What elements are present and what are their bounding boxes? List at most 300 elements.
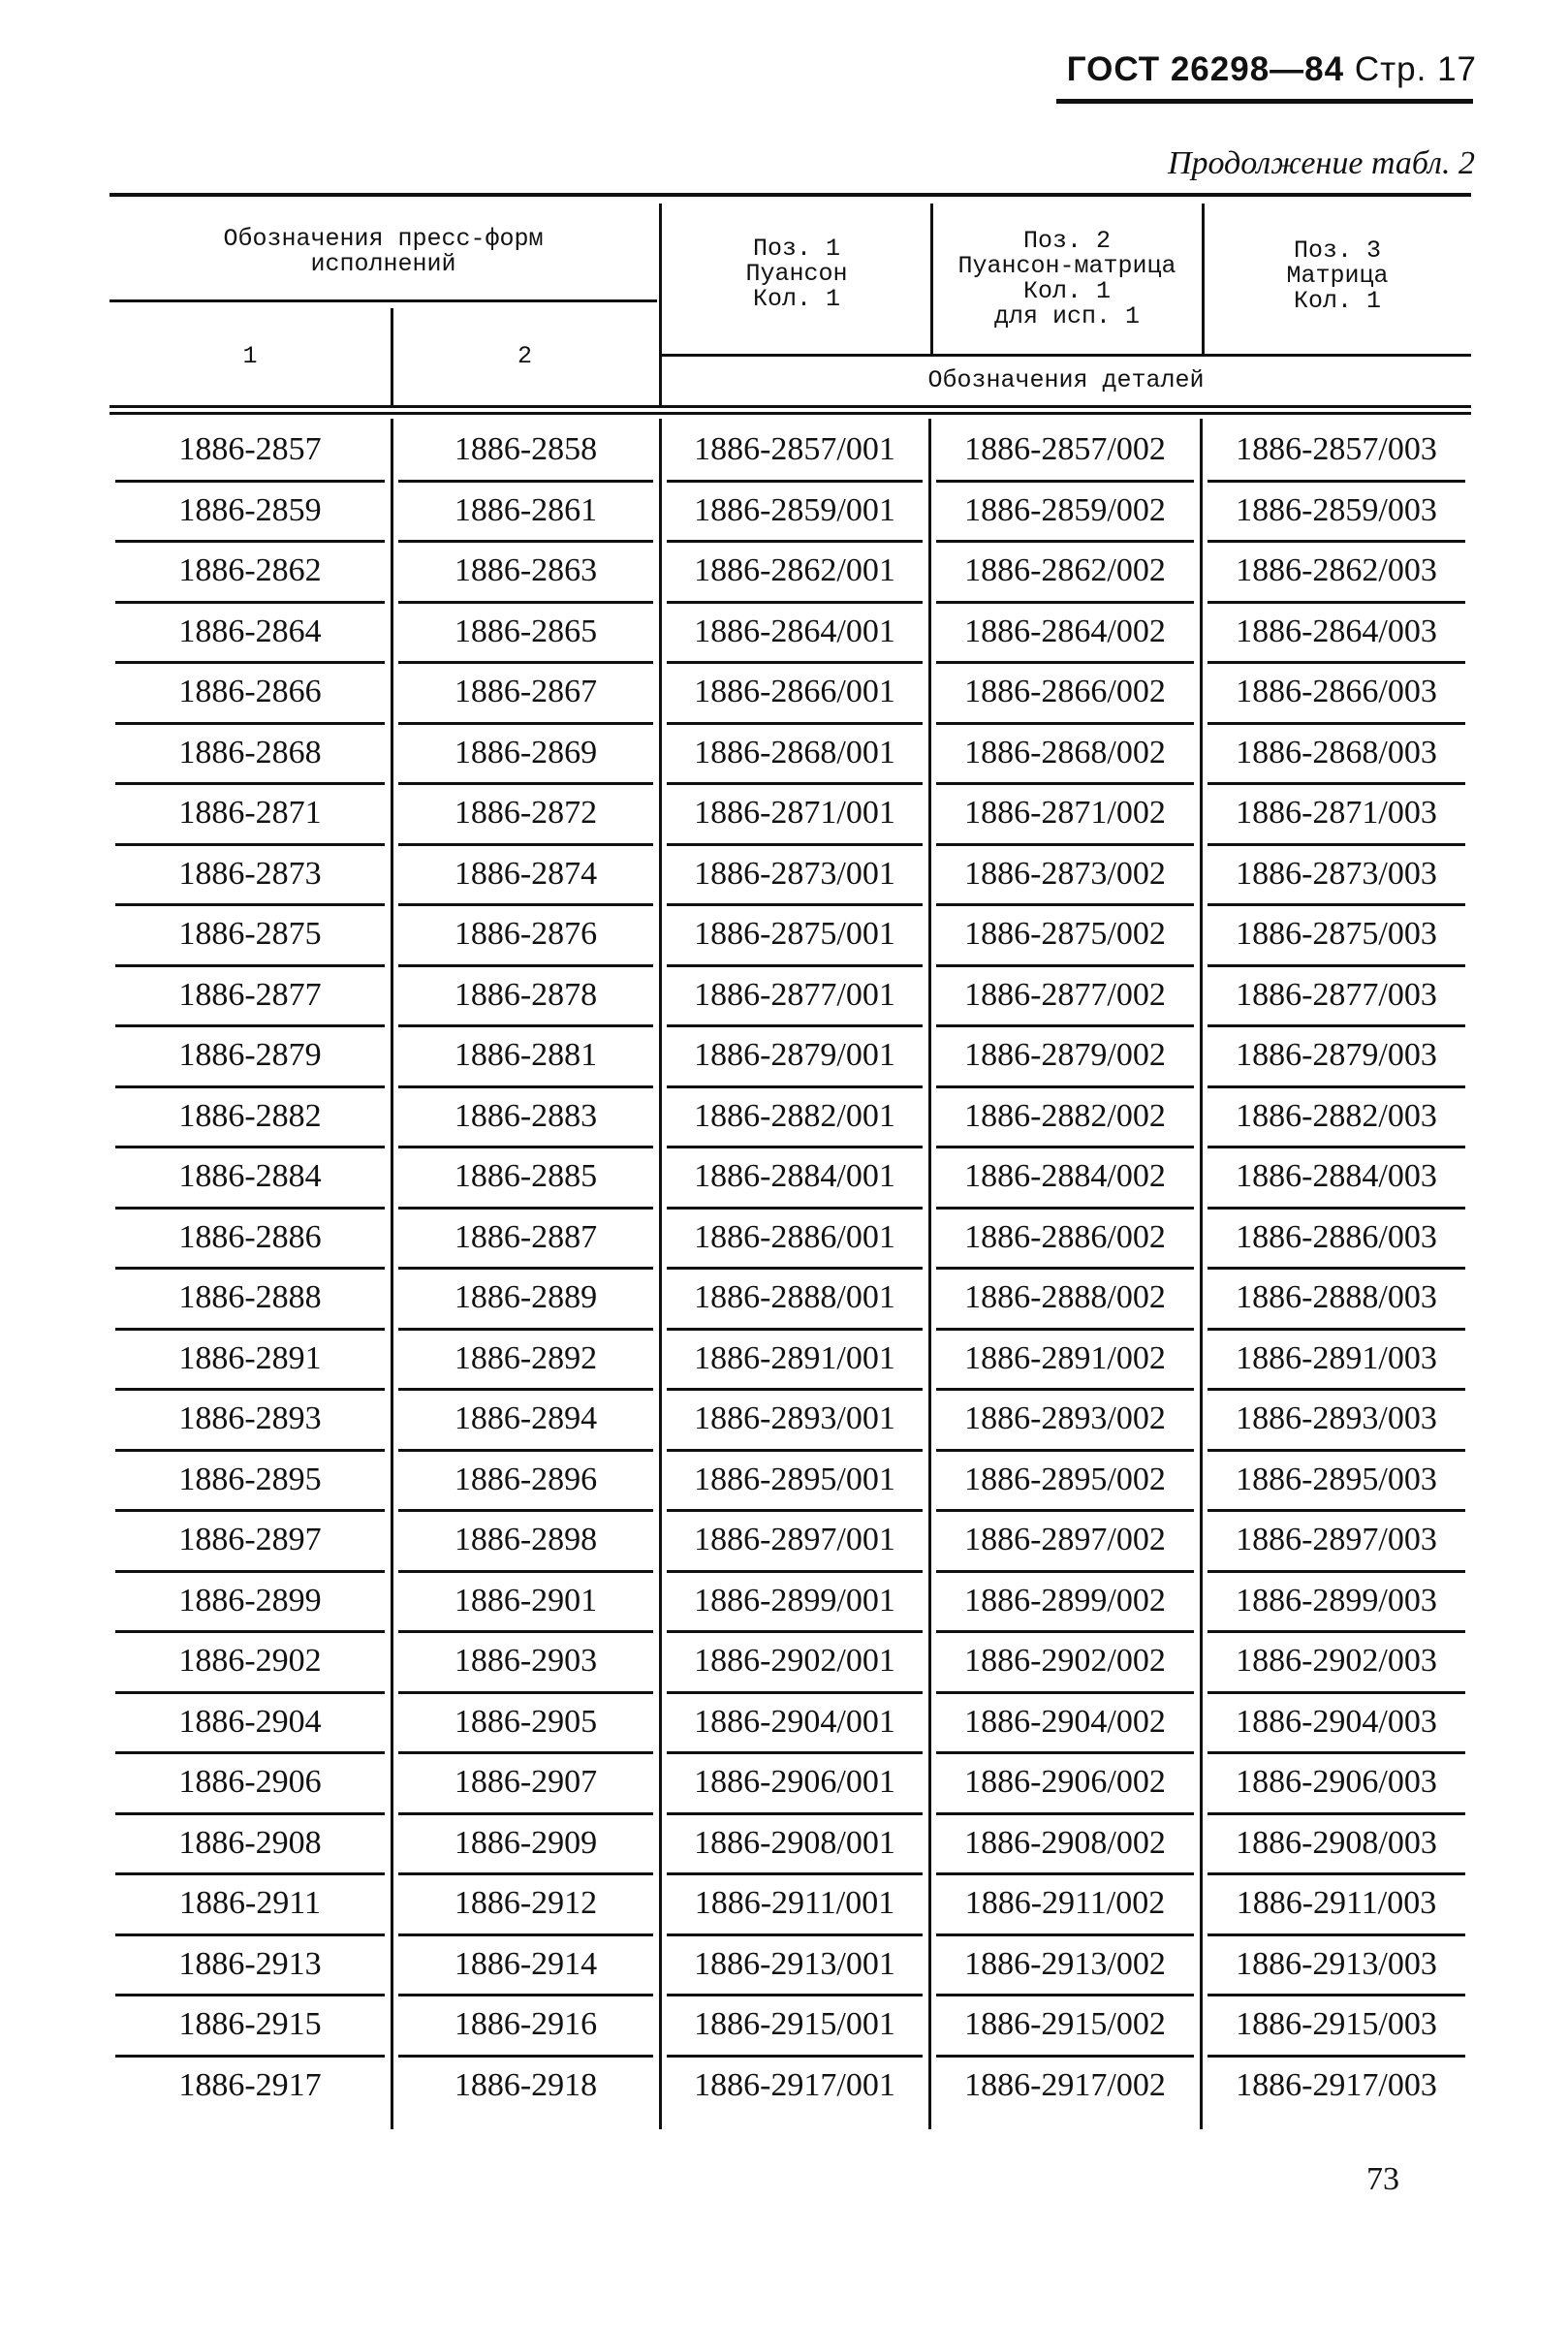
cell-value: 1886-2868 (178, 734, 322, 770)
table-cell (392, 1088, 659, 1149)
table-cell (661, 1573, 928, 1634)
cell-value: 1886-2875/001 (694, 916, 895, 953)
cell-value: 1886-2897/001 (694, 1522, 895, 1558)
cell-value: 1886-2903 (454, 1643, 598, 1680)
table-cell (392, 846, 659, 907)
pos2-header: Поз. 2 Пуансон-матрица Кол. 1 для исп. 1 (957, 227, 1176, 330)
table-cell (661, 1694, 928, 1755)
table-cell (1202, 785, 1471, 846)
table-cell (930, 785, 1200, 846)
table-cell (110, 1694, 391, 1755)
table-cell (930, 1573, 1200, 1634)
table-cell (392, 1996, 659, 2058)
cell-value: 1886-2862/001 (694, 552, 895, 589)
table-row (110, 1391, 1471, 1452)
table-cell (930, 664, 1200, 725)
table-cell (392, 664, 659, 725)
table-cell (110, 846, 391, 907)
table-cell (392, 1694, 659, 1755)
table-row (110, 846, 1471, 907)
cell-value: 1886-2882/002 (964, 1097, 1166, 1134)
table-cell (1202, 1573, 1471, 1634)
table-cell (1202, 967, 1471, 1028)
table-cell (110, 1452, 391, 1513)
cell-value: 1886-2891/001 (694, 1339, 895, 1376)
table-row (110, 1270, 1471, 1331)
cell-value: 1886-2864 (178, 613, 322, 649)
standard-designation: ГОСТ 26298—84 (1066, 50, 1345, 88)
column-number-2: 2 (517, 342, 532, 370)
table-row (110, 483, 1471, 544)
cell-value: 1886-2859/002 (964, 491, 1166, 528)
header-double-rule (110, 405, 1471, 415)
table-cell (661, 1633, 928, 1694)
cell-value: 1886-2891/002 (964, 1339, 1166, 1376)
table-cell (930, 1754, 1200, 1815)
cell-value: 1886-2865 (454, 613, 598, 649)
cell-value: 1886-2888/003 (1236, 1279, 1437, 1316)
cell-value: 1886-2857/002 (964, 431, 1166, 468)
table-cell (110, 785, 391, 846)
table-cell (110, 1210, 391, 1271)
table-cell (392, 1210, 659, 1271)
cell-value: 1886-2915/002 (964, 2006, 1166, 2043)
cell-value: 1886-2917/003 (1236, 2066, 1437, 2103)
cell-value: 1886-2886/001 (694, 1218, 895, 1255)
cell-value: 1886-2893 (178, 1400, 322, 1437)
table-row (110, 2058, 1471, 2119)
cell-value: 1886-2881 (454, 1037, 598, 1074)
table-row (110, 1331, 1471, 1392)
cell-value: 1886-2871/002 (964, 795, 1166, 832)
table-row (110, 1875, 1471, 1936)
table-cell (392, 1633, 659, 1694)
cell-value: 1886-2858 (454, 431, 598, 468)
table-cell (392, 1452, 659, 1513)
cell-value: 1886-2896 (454, 1461, 598, 1497)
cell-value: 1886-2892 (454, 1339, 598, 1376)
table-cell (110, 1391, 391, 1452)
table-body (110, 422, 1471, 2118)
table-row (110, 1027, 1471, 1088)
table-cell (661, 846, 928, 907)
cell-value: 1886-2866/002 (964, 674, 1166, 710)
cell-value: 1886-2864/001 (694, 613, 895, 649)
cell-value: 1886-2859/003 (1236, 491, 1437, 528)
cell-value: 1886-2908/003 (1236, 1824, 1437, 1861)
details-header: Обозначения деталей (927, 366, 1205, 394)
table-cell (661, 543, 928, 604)
table-cell (392, 725, 659, 786)
table-cell (930, 725, 1200, 786)
table-cell (392, 1270, 659, 1331)
cell-value: 1886-2917/002 (964, 2066, 1166, 2103)
cell-value: 1886-2879 (178, 1037, 322, 1074)
cell-value: 1886-2918 (454, 2066, 598, 2103)
cell-value: 1886-2898 (454, 1522, 598, 1558)
table-cell (1202, 1936, 1471, 1997)
table-row (110, 1815, 1471, 1876)
table-cell (392, 967, 659, 1028)
cell-value: 1886-2897 (178, 1522, 322, 1558)
cell-value: 1886-2897/003 (1236, 1522, 1437, 1558)
table-cell (392, 483, 659, 544)
table-cell (1202, 1512, 1471, 1573)
cell-value: 1886-2915 (178, 2006, 322, 2043)
cell-value: 1886-2888/001 (694, 1279, 895, 1316)
pos3-header: Поз. 3 Матрица Кол. 1 (1286, 236, 1389, 315)
table-cell (930, 1936, 1200, 1997)
cell-value: 1886-2868/001 (694, 734, 895, 770)
cell-value: 1886-2862/002 (964, 552, 1166, 589)
cell-value: 1886-2906/002 (964, 1764, 1166, 1801)
table-cell (661, 483, 928, 544)
table-cell (661, 725, 928, 786)
cell-value: 1886-2889 (454, 1279, 598, 1316)
cell-value: 1886-2894 (454, 1400, 598, 1437)
table-cell (1202, 543, 1471, 604)
table-cell (110, 967, 391, 1028)
table-cell (392, 422, 659, 483)
table-cell (1202, 483, 1471, 544)
table-cell (1202, 1331, 1471, 1392)
table-cell (1202, 1391, 1471, 1452)
cell-value: 1886-2879/001 (694, 1037, 895, 1074)
cell-value: 1886-2895/003 (1236, 1461, 1437, 1497)
cell-value: 1886-2888 (178, 1279, 322, 1316)
table-top-rule (110, 193, 1471, 197)
table-cell (392, 1148, 659, 1210)
cell-value: 1886-2917/001 (694, 2066, 895, 2103)
cell-value: 1886-2873/002 (964, 855, 1166, 892)
table-row (110, 1088, 1471, 1149)
cell-value: 1886-2886/003 (1236, 1218, 1437, 1255)
cell-value: 1886-2907 (454, 1764, 598, 1801)
table-cell (1202, 422, 1471, 483)
cell-value: 1886-2906/003 (1236, 1764, 1437, 1801)
table-cell (661, 1391, 928, 1452)
cell-value: 1886-2895 (178, 1461, 322, 1497)
cell-value: 1886-2878 (454, 976, 598, 1013)
table-cell (110, 1027, 391, 1088)
table-cell (930, 543, 1200, 604)
table-cell (392, 543, 659, 604)
cell-value: 1886-2901 (454, 1582, 598, 1619)
table-cell (110, 1088, 391, 1149)
cell-value: 1886-2875/002 (964, 916, 1166, 953)
table-cell (1202, 1754, 1471, 1815)
table-cell (930, 1331, 1200, 1392)
table-cell (1202, 664, 1471, 725)
table-cell (392, 1754, 659, 1815)
cell-value: 1886-2874 (454, 855, 598, 892)
table-cell (930, 1270, 1200, 1331)
cell-value: 1886-2871/001 (694, 795, 895, 832)
table-cell (1202, 1815, 1471, 1876)
cell-value: 1886-2857/001 (694, 431, 895, 468)
cell-value: 1886-2885 (454, 1158, 598, 1195)
table-cell (392, 1936, 659, 1997)
table-cell (110, 1875, 391, 1936)
cell-value: 1886-2877/002 (964, 976, 1166, 1013)
table-cell (392, 1391, 659, 1452)
table-row (110, 664, 1471, 725)
cell-value: 1886-2861 (454, 491, 598, 528)
table-cell (661, 1815, 928, 1876)
table-cell (392, 1875, 659, 1936)
table-row (110, 543, 1471, 604)
cell-value: 1886-2882/001 (694, 1097, 895, 1134)
cell-value: 1886-2866 (178, 674, 322, 710)
cell-value: 1886-2911/003 (1236, 1885, 1437, 1922)
table-cell (110, 1996, 391, 2058)
table-cell (661, 1148, 928, 1210)
table-cell (1202, 1996, 1471, 2058)
cell-value: 1886-2875/003 (1236, 916, 1437, 953)
table-cell (930, 1815, 1200, 1876)
cell-value: 1886-2895/001 (694, 1461, 895, 1497)
table-cell (661, 1270, 928, 1331)
cell-value: 1886-2913 (178, 1945, 322, 1982)
table-cell (930, 846, 1200, 907)
table-cell (661, 1936, 928, 1997)
cell-value: 1886-2912 (454, 1885, 598, 1922)
details-header-rule (661, 354, 1471, 357)
table-cell (1202, 1633, 1471, 1694)
page-header (1067, 50, 1477, 89)
cell-value: 1886-2872 (454, 795, 598, 832)
cell-value: 1886-2877 (178, 976, 322, 1013)
table-cell (1202, 1270, 1471, 1331)
table-cell (1202, 2058, 1471, 2119)
table-cell (392, 604, 659, 665)
table-cell (1202, 1027, 1471, 1088)
cell-value: 1886-2902/001 (694, 1643, 895, 1680)
table-cell (930, 2058, 1200, 2119)
header-divider-4 (1202, 204, 1205, 354)
cell-value: 1886-2913/001 (694, 1945, 895, 1982)
table-cell (110, 1331, 391, 1392)
table-row (110, 725, 1471, 786)
table-cell (930, 967, 1200, 1028)
cell-value: 1886-2913/003 (1236, 1945, 1437, 1982)
cell-value: 1886-2893/001 (694, 1400, 895, 1437)
table-cell (392, 1027, 659, 1088)
table-row (110, 604, 1471, 665)
cell-value: 1886-2862/003 (1236, 552, 1437, 589)
cell-value: 1886-2884 (178, 1158, 322, 1195)
cell-value: 1886-2893/002 (964, 1400, 1166, 1437)
table-row (110, 1573, 1471, 1634)
table-cell (661, 1452, 928, 1513)
table-row (110, 1936, 1471, 1997)
table-cell (1202, 1148, 1471, 1210)
table-cell (1202, 1452, 1471, 1513)
cell-value: 1886-2915/003 (1236, 2006, 1437, 2043)
cell-value: 1886-2914 (454, 1945, 598, 1982)
table-cell (110, 1573, 391, 1634)
cell-value: 1886-2899/001 (694, 1582, 895, 1619)
table-cell (661, 906, 928, 967)
table-row (110, 1633, 1471, 1694)
cell-value: 1886-2877/003 (1236, 976, 1437, 1013)
cell-value: 1886-2891 (178, 1339, 322, 1376)
table-cell (1202, 1875, 1471, 1936)
table-row (110, 422, 1471, 483)
table-row (110, 1754, 1471, 1815)
table-cell (110, 483, 391, 544)
table-row (110, 1210, 1471, 1271)
table-row (110, 967, 1471, 1028)
cell-value: 1886-2908 (178, 1824, 322, 1861)
table-cell (661, 967, 928, 1028)
cell-value: 1886-2911/001 (694, 1885, 895, 1922)
table-cell (110, 1148, 391, 1210)
cell-value: 1886-2882/003 (1236, 1097, 1437, 1134)
table-cell (661, 664, 928, 725)
table-cell (661, 1996, 928, 2058)
cell-value: 1886-2857/003 (1236, 431, 1437, 468)
group-header-rule (110, 299, 657, 302)
cell-value: 1886-2864/003 (1236, 613, 1437, 649)
table-cell (1202, 1088, 1471, 1149)
cell-value: 1886-2904 (178, 1703, 322, 1740)
table-cell (1202, 1210, 1471, 1271)
table-cell (392, 1815, 659, 1876)
table-row (110, 1512, 1471, 1573)
cell-value: 1886-2915/001 (694, 2006, 895, 2043)
table-cell (661, 1331, 928, 1392)
cell-value: 1886-2904/002 (964, 1703, 1166, 1740)
cell-value: 1886-2871/003 (1236, 795, 1437, 832)
table-cell (930, 1391, 1200, 1452)
table-cell (661, 422, 928, 483)
table-cell (392, 785, 659, 846)
cell-value: 1886-2895/002 (964, 1461, 1166, 1497)
cell-value: 1886-2897/002 (964, 1522, 1166, 1558)
table-cell (110, 1512, 391, 1573)
cell-value: 1886-2873/003 (1236, 855, 1437, 892)
table-cell (110, 604, 391, 665)
table-cell (661, 785, 928, 846)
pos1-header: Поз. 1 Пуансон Кол. 1 (745, 235, 848, 313)
group-header: Обозначения пресс-форм исполнений (223, 225, 544, 278)
cell-value: 1886-2917 (178, 2066, 322, 2103)
table-cell (930, 483, 1200, 544)
cell-value: 1886-2869 (454, 734, 598, 770)
table-cell (930, 906, 1200, 967)
table-cell (930, 1027, 1200, 1088)
table-cell (392, 1512, 659, 1573)
table-cell (661, 604, 928, 665)
table-cell (930, 1633, 1200, 1694)
cell-value: 1886-2867 (454, 674, 598, 710)
cell-value: 1886-2862 (178, 552, 322, 589)
continuation-caption: Продолжение табл. 2 (1167, 145, 1475, 181)
cell-value: 1886-2911 (178, 1885, 322, 1922)
cell-value: 1886-2884/001 (694, 1158, 895, 1195)
table-cell (392, 1331, 659, 1392)
table-cell (930, 1996, 1200, 2058)
cell-value: 1886-2866/001 (694, 674, 895, 710)
table-cell (1202, 846, 1471, 907)
cell-value: 1886-2913/002 (964, 1945, 1166, 1982)
cell-value: 1886-2884/002 (964, 1158, 1166, 1195)
cell-value: 1886-2873/001 (694, 855, 895, 892)
cell-value: 1886-2859/001 (694, 491, 895, 528)
table-cell (110, 1936, 391, 1997)
cell-value: 1886-2884/003 (1236, 1158, 1437, 1195)
table-cell (1202, 725, 1471, 786)
cell-value: 1886-2899 (178, 1582, 322, 1619)
cell-value: 1886-2893/003 (1236, 1400, 1437, 1437)
table-cell (661, 1512, 928, 1573)
cell-value: 1886-2916 (454, 2006, 598, 2043)
cell-value: 1886-2904/001 (694, 1703, 895, 1740)
cell-value: 1886-2886 (178, 1218, 322, 1255)
cell-value: 1886-2906 (178, 1764, 322, 1801)
table-cell (110, 543, 391, 604)
table-cell (1202, 1694, 1471, 1755)
cell-value: 1886-2886/002 (964, 1218, 1166, 1255)
table-cell (661, 1027, 928, 1088)
table-cell (110, 1270, 391, 1331)
cell-value: 1886-2882 (178, 1097, 322, 1134)
table-cell (661, 1210, 928, 1271)
cell-value: 1886-2906/001 (694, 1764, 895, 1801)
cell-value: 1886-2863 (454, 552, 598, 589)
header-divider-3 (930, 204, 933, 354)
table-cell (1202, 906, 1471, 967)
table-row (110, 785, 1471, 846)
table-cell (930, 1452, 1200, 1513)
page-label: Стр. 17 (1354, 50, 1477, 88)
table-cell (930, 1694, 1200, 1755)
cell-value: 1886-2864/002 (964, 613, 1166, 649)
table-cell (930, 1512, 1200, 1573)
table-row (110, 1694, 1471, 1755)
table-cell (1202, 604, 1471, 665)
table-cell (661, 1754, 928, 1815)
cell-value: 1886-2908/001 (694, 1824, 895, 1861)
table-row (110, 1452, 1471, 1513)
table-row (110, 906, 1471, 967)
table-cell (930, 604, 1200, 665)
cell-value: 1886-2883 (454, 1097, 598, 1134)
table-cell (392, 906, 659, 967)
cell-value: 1886-2902/003 (1236, 1643, 1437, 1680)
table-cell (110, 725, 391, 786)
table-cell (110, 664, 391, 725)
table-cell (110, 906, 391, 967)
cell-value: 1886-2904/003 (1236, 1703, 1437, 1740)
table-cell (930, 1148, 1200, 1210)
cell-value: 1886-2876 (454, 916, 598, 953)
cell-value: 1886-2879/002 (964, 1037, 1166, 1074)
table-cell (110, 1633, 391, 1694)
cell-value: 1886-2877/001 (694, 976, 895, 1013)
table-cell (661, 2058, 928, 2119)
cell-value: 1886-2857 (178, 431, 322, 468)
table-cell (930, 1088, 1200, 1149)
table-cell (392, 1573, 659, 1634)
cell-value: 1886-2871 (178, 795, 322, 832)
table-cell (930, 422, 1200, 483)
header-divider-1 (391, 308, 393, 405)
cell-value: 1886-2899/003 (1236, 1582, 1437, 1619)
table-row (110, 1996, 1471, 2058)
table-cell (110, 2058, 391, 2119)
